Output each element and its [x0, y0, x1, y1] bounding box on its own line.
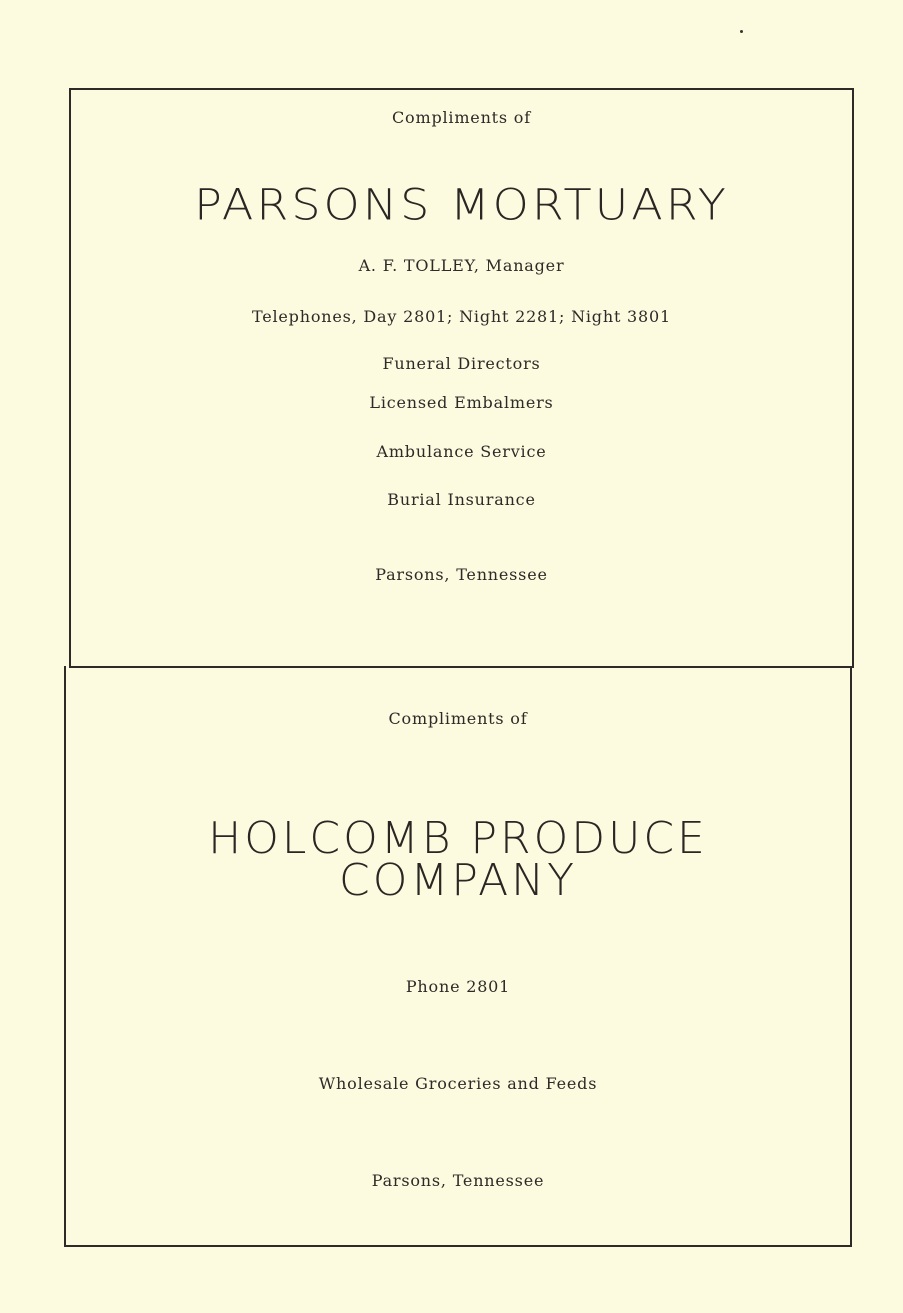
ad-parsons-mortuary [69, 88, 854, 668]
ad-holcomb-produce [64, 666, 852, 1247]
compliments-line: Compliments of [392, 108, 531, 127]
phone-line: Phone 2801 [405, 977, 511, 996]
telephones-line: Telephones, Day 2801; Night 2281; Night 3801 [252, 307, 671, 326]
service-item: Funeral Directors [382, 354, 541, 373]
business-name: PARSONS MORTUARY [194, 180, 729, 230]
description-line: Wholesale Groceries and Feeds [318, 1074, 598, 1093]
location-line: Parsons, Tennessee [375, 565, 548, 584]
service-item: Burial Insurance [387, 490, 536, 509]
location-line: Parsons, Tennessee [371, 1171, 545, 1190]
manager-line: A. F. TOLLEY, Manager [358, 256, 565, 275]
service-item: Licensed Embalmers [369, 393, 554, 412]
compliments-line: Compliments of [388, 709, 528, 728]
business-name: HOLCOMB PRODUCE COMPANY [208, 813, 708, 906]
service-item: Ambulance Service [376, 442, 547, 461]
page-mark-dot [740, 30, 743, 33]
